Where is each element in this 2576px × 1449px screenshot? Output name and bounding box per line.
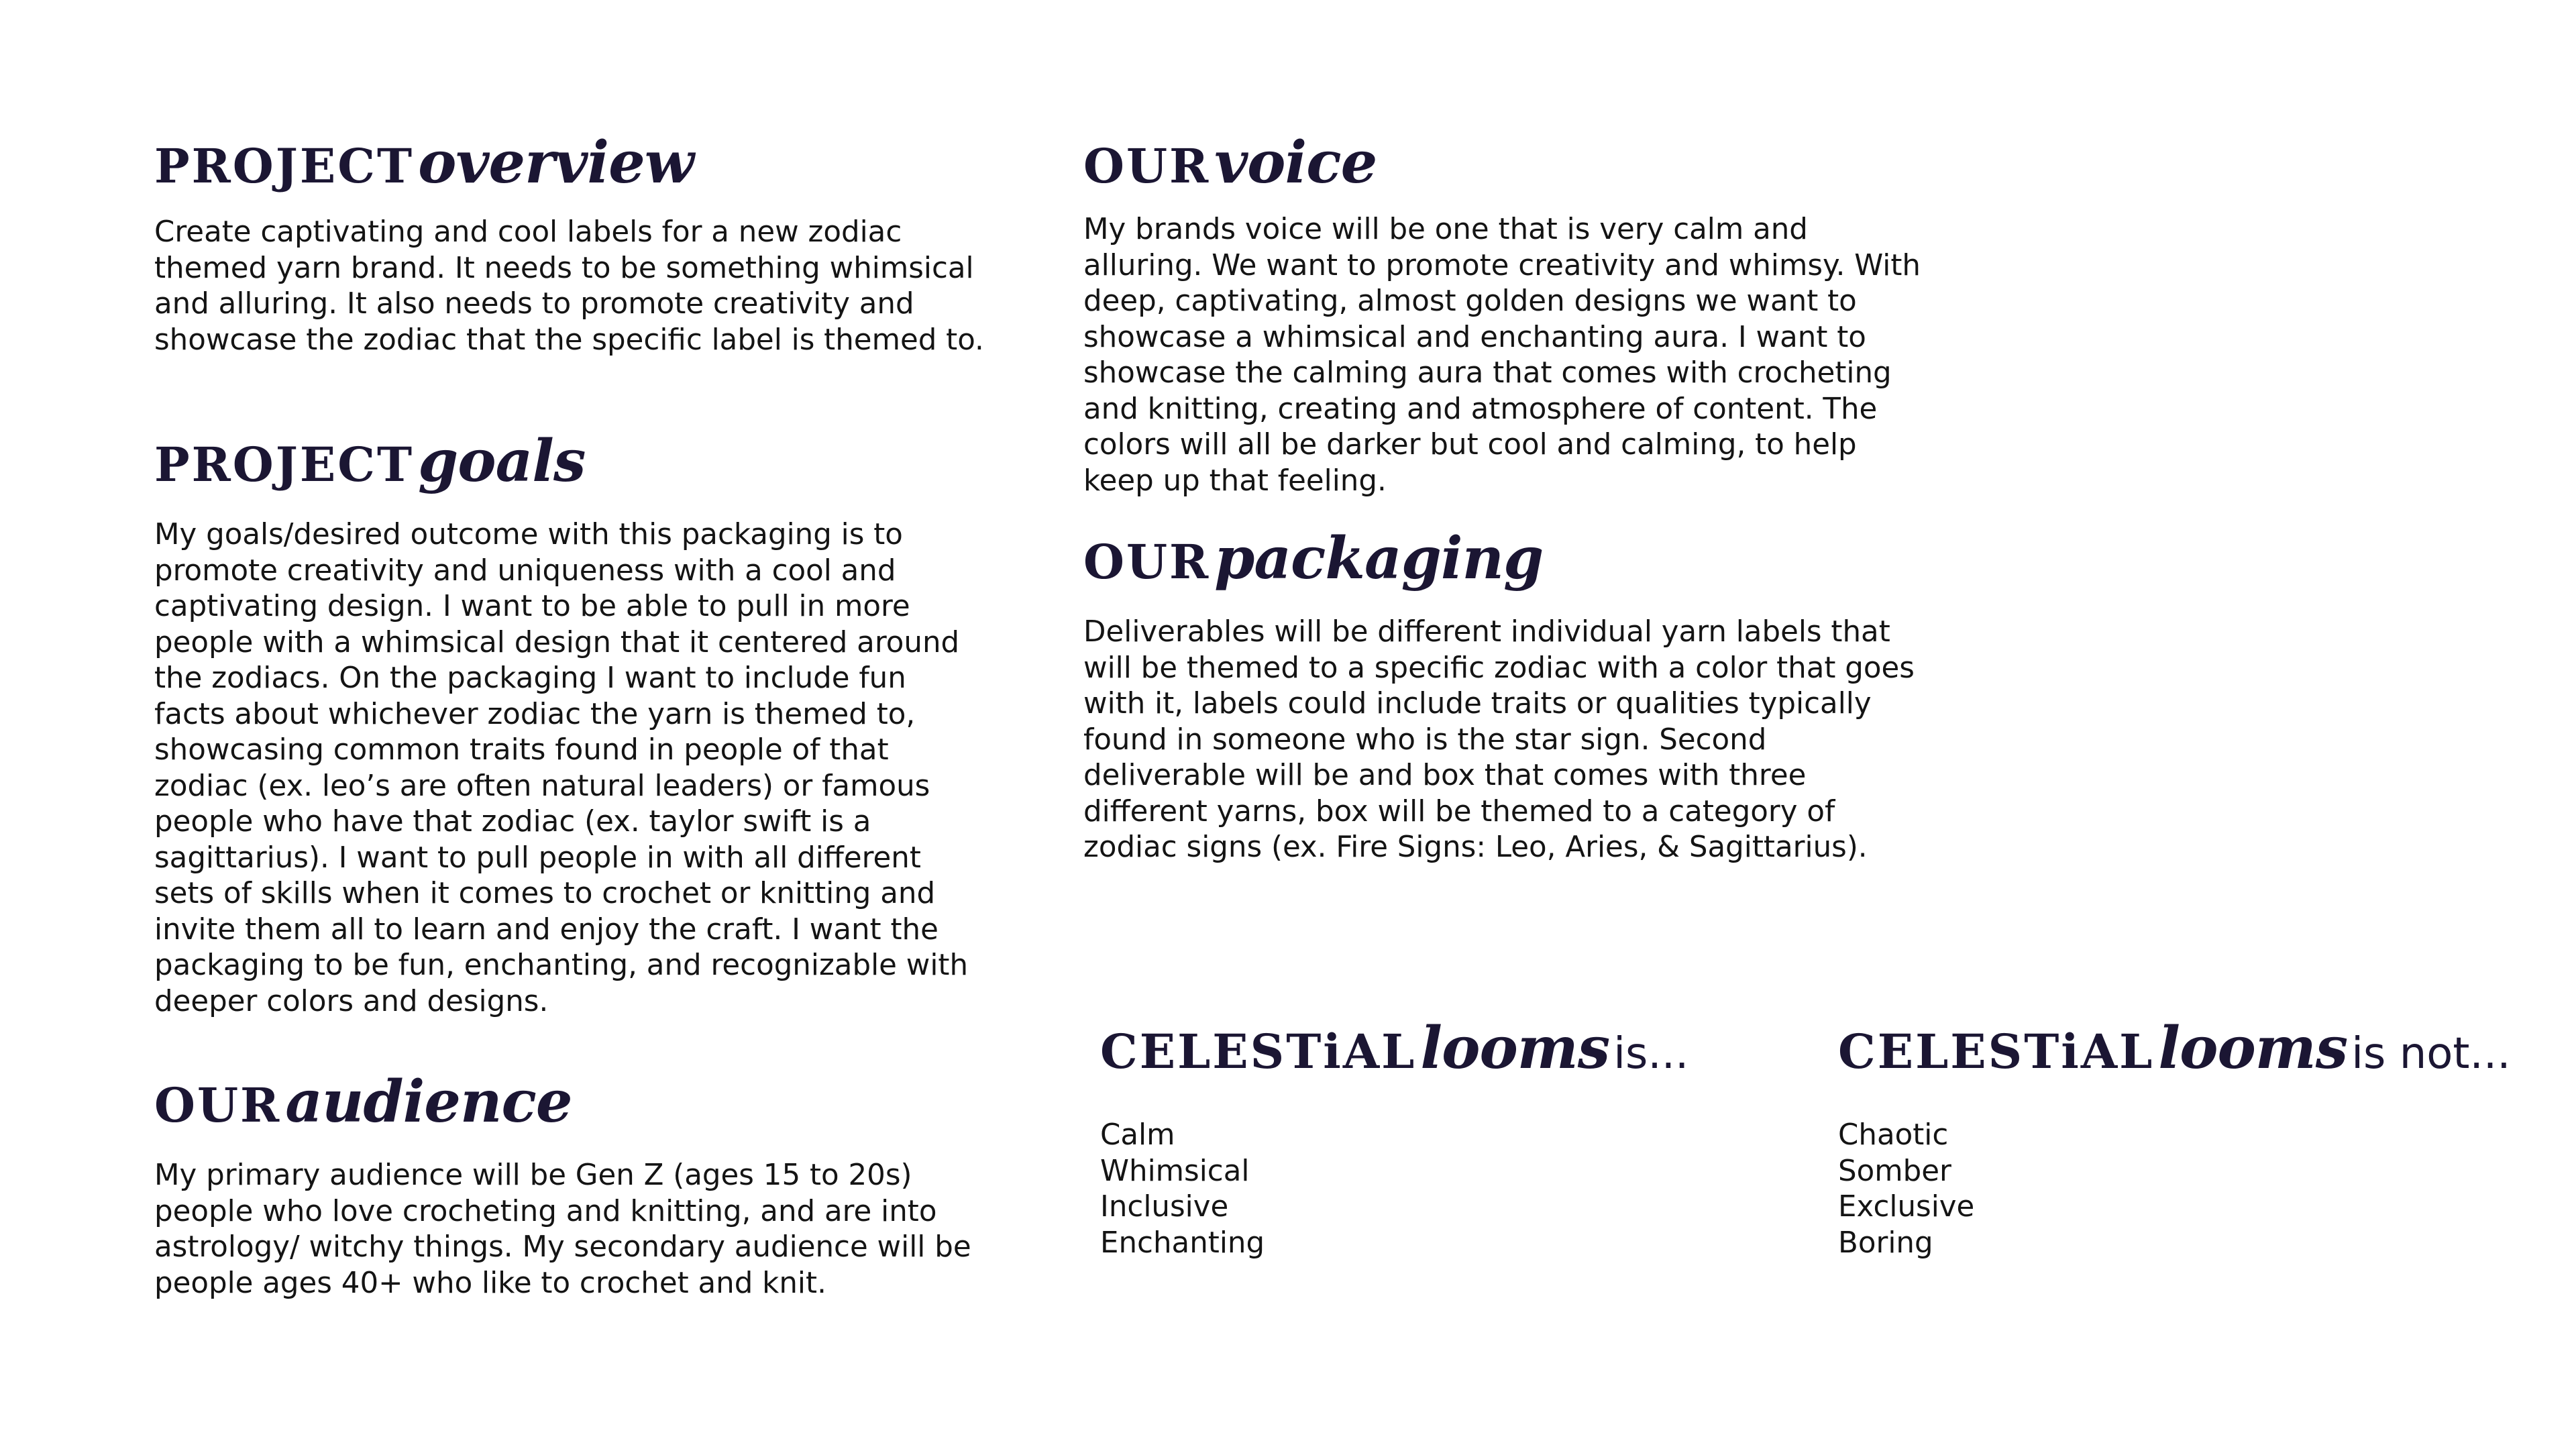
our-packaging-section (1083, 525, 1929, 866)
heading-suffix: is... (1613, 1029, 1689, 1079)
heading-script: goals (418, 427, 586, 495)
brand-is-heading (1100, 1014, 1771, 1082)
our-audience-section (154, 1068, 1000, 1301)
project-overview-section (154, 129, 1000, 358)
brand-is-not-list (1838, 1118, 2542, 1261)
our-audience-heading (154, 1068, 1000, 1136)
brand-is-section (1100, 1014, 1771, 1261)
heading-script: packaging (1214, 525, 1544, 592)
list-item: Calm (1100, 1118, 1175, 1152)
heading-caps: PROJECT (154, 138, 415, 194)
list-item: Somber (1838, 1154, 1951, 1188)
brand-is-not-heading (1838, 1014, 2542, 1082)
list-item: Chaotic (1838, 1118, 1949, 1152)
list-item: Exclusive (1838, 1190, 1975, 1224)
heading-caps: OUR (154, 1077, 282, 1133)
heading-caps: CELESTiAL (1838, 1024, 2155, 1079)
brand-is-not-section (1838, 1014, 2542, 1261)
heading-script: overview (418, 129, 694, 197)
our-voice-body: My brands voice will be one that is very calm and alluring. We want to promote creativity and whimsy. With deep, captivating, almost golden designs we want to showcase a whimsical and enchanting aura. I want to showcase the calming aura that comes with crocheting and knitting, creating and atmosphere of content. The colors will all be darker but cool and calming, to help keep up that feeling. (1083, 213, 1921, 498)
our-voice-heading (1083, 129, 1929, 197)
heading-caps: PROJECT (154, 437, 415, 492)
project-goals-heading (154, 427, 1000, 495)
list-item: Inclusive (1100, 1190, 1229, 1224)
list-item: Whimsical (1100, 1154, 1250, 1188)
project-overview-body: Create captivating and cool labels for a new zodiac themed yarn brand. It needs to be something whimsical and alluring. It also needs to promote creativity and showcase the zodiac that the specific label is themed to. (154, 215, 984, 357)
heading-script: voice (1214, 129, 1377, 197)
heading-caps: OUR (1083, 534, 1211, 590)
our-packaging-body: Deliverables will be different individual yarn labels that will be themed to a specific zodiac with a color that goes with it, labels could include traits or qualities typically found in someone who is the star sign. Second deliverable will be and box that comes with three different yarns, box will be themed to a category of zodiac signs (ex. Fire Signs: Leo, Aries, & Sagittarius). (1083, 615, 1915, 864)
list-item: Enchanting (1100, 1226, 1265, 1260)
list-item: Boring (1838, 1226, 1933, 1260)
our-audience-body: My primary audience will be Gen Z (ages 15 to 20s) people who love crocheting and knitting, and are into astrology/ witchy things. My secondary audience will be people ages 40+ who like to crochet and knit. (154, 1159, 971, 1300)
heading-caps: OUR (1083, 138, 1211, 194)
brand-is-list (1100, 1118, 1771, 1261)
heading-caps: CELESTiAL (1100, 1024, 1417, 1079)
project-goals-section (154, 427, 1000, 1020)
heading-suffix: is not... (2351, 1029, 2511, 1079)
heading-script: audience (285, 1068, 572, 1136)
project-overview-heading (154, 129, 1000, 197)
our-voice-section (1083, 129, 1929, 499)
heading-script: looms (2158, 1014, 2348, 1082)
our-packaging-heading (1083, 525, 1929, 592)
heading-script: looms (1420, 1014, 1610, 1082)
project-goals-body: My goals/desired outcome with this packaging is to promote creativity and uniqueness with a cool and captivating design. I want to be able to pull in more people with a whimsical design that it centered around the zodiacs. On the packaging I want to include fun facts about whichever zodiac the yarn is themed to, showcasing common traits found in people of that zodiac (ex. leo’s are often natural leaders) or famous people who have that zodiac (ex. taylor swift is a sagittarius). I want to pull people in with all different sets of skills when it comes to crochet or knitting and invite them all to learn and enjoy the craft. I want the packaging to be fun, enchanting, and recognizable with deeper colors and designs. (154, 518, 969, 1018)
